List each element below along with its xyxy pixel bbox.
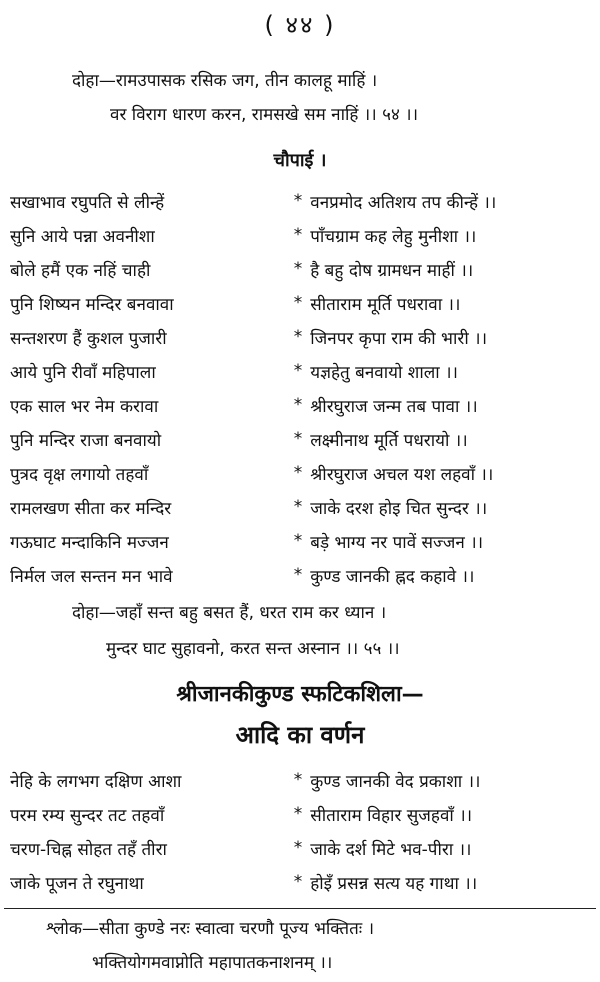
star-separator: * [293, 872, 303, 892]
verse-line [10, 524, 592, 558]
star-separator: * [293, 770, 303, 790]
verse-line [10, 320, 592, 354]
chaupai-verses [10, 184, 592, 592]
verse-right-half: श्रीरघुराज अचल यश लहवाँ ।। [310, 464, 494, 485]
verse-line [10, 831, 592, 865]
verse-left-half: नेहि के लगभग दक्षिण आशा [10, 771, 182, 792]
verse-right-half: श्रीरघुराज जन्म तब पावा ।। [310, 396, 478, 417]
star-separator: * [293, 565, 303, 585]
chaupai-heading: चौपाई । [273, 150, 327, 171]
verse-line [10, 184, 592, 218]
verse-line [10, 388, 592, 422]
star-separator: * [293, 361, 303, 381]
verse-left-half: गऊघाट मन्दाकिनि मज्जन [10, 532, 169, 553]
star-separator: * [293, 429, 303, 449]
verse-line [10, 456, 592, 490]
verse-left-half: पुनि शिष्यन मन्दिर बनवावा [10, 294, 174, 315]
star-separator: * [293, 225, 303, 245]
footer-divider [4, 908, 596, 909]
shloka-line-2: भक्तियोगमवाप्नोति महापातकनाशनम् ।। [92, 953, 333, 973]
star-separator: * [293, 327, 303, 347]
verse-right-half: जिनपर कृपा राम की भारी ।। [310, 328, 488, 349]
section-heading-line-1: श्रीजानकीकुण्ड स्फटिकशिला— [176, 682, 424, 707]
doha-54-line-2: वर विराग धारण करन, रामसखे सम नाहिं ।। ५४ ।। [110, 105, 419, 125]
verse-left-half: एक साल भर नेम करावा [10, 396, 159, 417]
verse-line [10, 354, 592, 388]
verse-left-half: सन्तशरण हैं कुशल पुजारी [10, 328, 167, 349]
star-separator: * [293, 395, 303, 415]
verse-line [10, 763, 592, 797]
shloka-line-1: श्लोक—सीता कुण्डे नरः स्वात्वा चरणौ पूज्य भक्तितः । [46, 919, 375, 939]
verse-left-half: पुनि मन्दिर राजा बनवायो [10, 430, 162, 451]
verse-right-half: जाके दर्श मिटे भव-पीरा ।। [310, 839, 472, 860]
verse-right-half: वनप्रमोद अतिशय तप कीन्हें ।। [310, 192, 497, 213]
star-separator: * [293, 531, 303, 551]
verse-line [10, 286, 592, 320]
star-separator: * [293, 463, 303, 483]
star-separator: * [293, 804, 303, 824]
verse-left-half: जाके पूजन ते रघुनाथा [10, 873, 144, 894]
verse-right-half: कुण्ड जानकी ह्नद कहावे ।। [310, 566, 475, 587]
verse-line [10, 558, 592, 592]
verse-line [10, 797, 592, 831]
verse-line [10, 422, 592, 456]
verse-left-half: बोले हमैं एक नहिं चाही [10, 260, 151, 281]
verse-right-half: सीताराम विहार सुजहवाँ ।। [310, 805, 473, 826]
verse-line [10, 218, 592, 252]
verse-right-half: बड़े भाग्य नर पावें सज्जन ।। [310, 532, 484, 553]
verse-right-half: पाँचग्राम कह लेहु मुनीशा ।। [310, 226, 477, 247]
verse-right-half: यज्ञहेतु बनवायो शाला ।। [310, 362, 458, 383]
doha-54-line-1: दोहा—रामउपासक रसिक जग, तीन कालहू माहिं । [72, 71, 378, 91]
verse-right-half: कुण्ड जानकी वेद प्रकाशा ।। [310, 771, 481, 792]
section-heading-line-2: आदि का वर्णन [235, 721, 365, 749]
verse-left-half: चरण-चिह्न सोहत तहँ तीरा [10, 839, 167, 860]
verse-line [10, 865, 592, 899]
verse-left-half: रामलखण सीता कर मन्दिर [10, 498, 172, 519]
chaupai-verses-2 [10, 763, 592, 899]
verse-left-half: निर्मल जल सन्तन मन भावे [10, 566, 173, 587]
doha-55-line-2: मुन्दर घाट सुहावनो, करत सन्त अस्नान ।। ५५ ।। [106, 639, 400, 659]
star-separator: * [293, 293, 303, 313]
doha-55-line-1: दोहा—जहाँ सन्त बहु बसत हैं, धरत राम कर ध्यान । [72, 603, 387, 623]
verse-left-half: आये पुनि रीवाँ महिपाला [10, 362, 156, 383]
star-separator: * [293, 838, 303, 858]
verse-left-half: परम रम्य सुन्दर तट तहवाँ [10, 805, 165, 826]
verse-line [10, 490, 592, 524]
verse-right-half: जाके दरश होइ चित सुन्दर ।। [310, 498, 488, 519]
star-separator: * [293, 259, 303, 279]
star-separator: * [293, 191, 303, 211]
page-number: ( ४४ ) [264, 11, 336, 39]
verse-right-half: है बहु दोष ग्रामधन माहीं ।। [310, 260, 474, 281]
verse-line [10, 252, 592, 286]
verse-right-half: लक्ष्मीनाथ मूर्ति पधरायो ।। [310, 430, 468, 451]
verse-left-half: सखाभाव रघुपति से लीन्हें [10, 192, 165, 213]
verse-right-half: होइँ प्रसन्न सत्य यह गाथा ।। [310, 873, 478, 894]
verse-right-half: सीताराम मूर्ति पधरावा ।। [310, 294, 461, 315]
verse-left-half: पुत्रद वृक्ष लगायो तहवाँ [10, 464, 149, 485]
star-separator: * [293, 497, 303, 517]
verse-left-half: सुनि आये पन्ना अवनीशा [10, 226, 155, 247]
